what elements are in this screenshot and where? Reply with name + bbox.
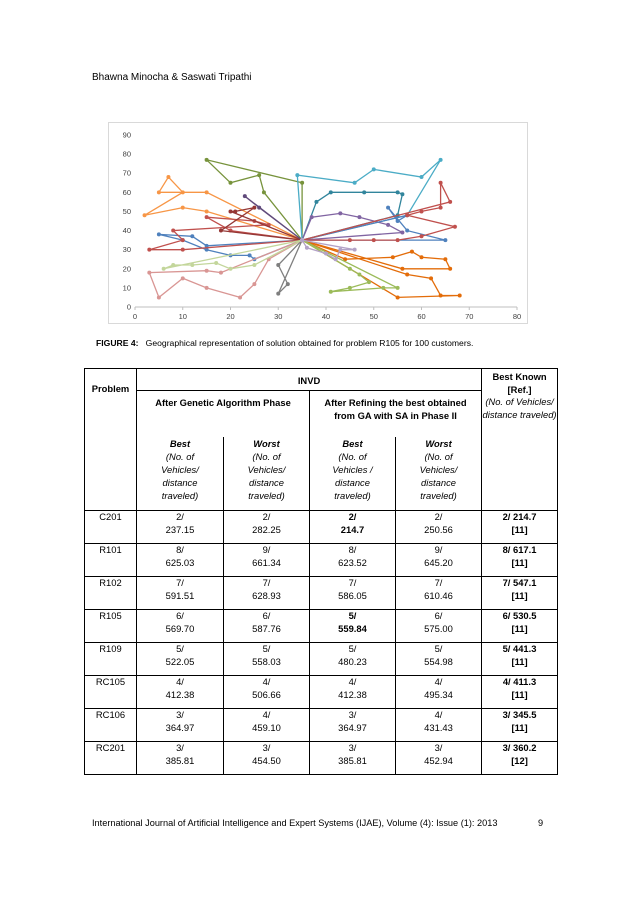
ga-worst-cell bbox=[224, 511, 310, 544]
x-tick-label: 80 bbox=[512, 312, 522, 321]
best-known-value: 4/ 411.3 bbox=[502, 676, 537, 687]
route-point bbox=[357, 215, 361, 219]
x-tick-label: 60 bbox=[417, 312, 426, 321]
table-row bbox=[85, 511, 558, 544]
sa-best-cell bbox=[310, 610, 396, 643]
route-point bbox=[310, 215, 314, 219]
route-point bbox=[405, 213, 409, 217]
problem-cell bbox=[85, 643, 137, 676]
y-tick-label: 60 bbox=[122, 187, 131, 197]
sa-worst-vehicles: 6/ bbox=[434, 610, 443, 621]
table-row bbox=[85, 577, 558, 610]
ga-best-cell bbox=[137, 676, 224, 709]
route-point bbox=[205, 269, 209, 273]
figure-caption-text: Geographical representation of solution obtained for problem R105 for 100 customers. bbox=[145, 338, 474, 348]
sa-worst-vehicles: 3/ bbox=[434, 742, 443, 753]
sa-worst-distance: 554.98 bbox=[424, 655, 453, 667]
sa-best-cell bbox=[310, 709, 396, 742]
problem-name: C201 bbox=[99, 511, 122, 522]
best-known-value: 3/ 360.2 bbox=[502, 742, 537, 753]
best-known-value: 3/ 345.5 bbox=[502, 709, 537, 720]
y-tick-label: 50 bbox=[122, 206, 131, 216]
route-point bbox=[405, 229, 409, 233]
sa-worst-cell bbox=[396, 709, 482, 742]
route-point bbox=[166, 175, 170, 179]
best-known-ref: [11] bbox=[511, 523, 528, 535]
sa-worst-cell bbox=[396, 742, 482, 775]
sa-best-cell bbox=[310, 643, 396, 676]
sa-best-vehicles: 5/ bbox=[348, 643, 357, 654]
y-tick-label: 80 bbox=[122, 149, 131, 159]
ga-worst-distance: 628.93 bbox=[252, 589, 281, 601]
sa-worst-cell bbox=[396, 544, 482, 577]
x-tick-label: 0 bbox=[132, 312, 138, 321]
page-number: 9 bbox=[538, 818, 544, 828]
problem-header bbox=[85, 369, 137, 511]
sa-worst-distance: 452.94 bbox=[424, 754, 453, 766]
route-point bbox=[386, 206, 390, 210]
route-point bbox=[205, 158, 209, 162]
sa-worst-vehicles: 7/ bbox=[434, 577, 443, 588]
ga-worst-cell bbox=[224, 610, 310, 643]
ga-best-distance: 591.51 bbox=[165, 589, 195, 601]
problem-cell bbox=[85, 676, 137, 709]
route-point bbox=[439, 181, 443, 185]
ga-phase-header-text: After Genetic Algorithm Phase bbox=[155, 397, 291, 408]
problem-name: RC201 bbox=[95, 742, 126, 753]
x-tick-label: 20 bbox=[226, 312, 235, 321]
route-point bbox=[286, 282, 290, 286]
sa-worst-vehicles: 4/ bbox=[434, 709, 443, 720]
sa-worst-distance: 575.00 bbox=[424, 622, 453, 634]
route-point bbox=[448, 267, 452, 271]
best-known-ref: [11] bbox=[511, 688, 528, 700]
problem-name: RC106 bbox=[95, 709, 126, 720]
best-known-ref: [11] bbox=[511, 622, 528, 634]
table-row bbox=[85, 610, 558, 643]
y-tick-label: 20 bbox=[122, 264, 131, 274]
best-known-title: Best Known [Ref.] bbox=[492, 371, 547, 395]
route-point bbox=[205, 190, 209, 194]
ga-worst-distance: 454.50 bbox=[252, 754, 281, 766]
sa-best-vehicles: 3/ bbox=[348, 742, 357, 753]
table-row bbox=[85, 544, 558, 577]
problem-name: R105 bbox=[99, 610, 122, 621]
best-known-ref: [11] bbox=[511, 655, 528, 667]
best-known-cell bbox=[482, 511, 558, 544]
ga-best-cell bbox=[137, 511, 224, 544]
route-point bbox=[276, 292, 280, 296]
best-known-ref: [11] bbox=[511, 556, 528, 568]
ga-best-vehicles: 5/ bbox=[176, 643, 184, 654]
route-point bbox=[420, 234, 424, 238]
route-point bbox=[238, 295, 242, 299]
sa-best-cell bbox=[310, 511, 396, 544]
route-point bbox=[157, 295, 161, 299]
route-point bbox=[181, 238, 185, 242]
results-table bbox=[84, 368, 558, 775]
route-point bbox=[420, 175, 424, 179]
sa-worst-distance: 645.20 bbox=[424, 556, 453, 568]
best-known-value: 5/ 441.3 bbox=[502, 643, 537, 654]
route-point bbox=[362, 190, 366, 194]
sa-best-cell bbox=[310, 742, 396, 775]
ga-best-vehicles: 3/ bbox=[176, 709, 184, 720]
x-tick-label: 10 bbox=[178, 312, 187, 321]
sa-best-vehicles: 2/ bbox=[348, 511, 357, 522]
ga-best-distance: 412.38 bbox=[165, 688, 195, 700]
figure-caption bbox=[96, 338, 473, 348]
route-point bbox=[162, 267, 166, 271]
route-line bbox=[302, 240, 398, 292]
route-point bbox=[219, 271, 223, 275]
route-point bbox=[453, 225, 457, 229]
route-point bbox=[439, 294, 443, 298]
sa-best-vehicles: 3/ bbox=[348, 709, 357, 720]
y-tick-label: 0 bbox=[126, 302, 131, 312]
y-tick-label: 30 bbox=[122, 245, 131, 255]
subheader-title: Worst bbox=[253, 438, 280, 449]
sa-worst-distance: 431.43 bbox=[424, 721, 453, 733]
problem-name: R101 bbox=[99, 544, 122, 555]
route-point bbox=[391, 255, 395, 259]
table-header-row-1 bbox=[85, 369, 558, 391]
footer-journal: International Journal of Artificial Intelligence and Expert Systems (IJAE), Volume (4): Issue (1): 2013 bbox=[92, 818, 498, 828]
ga-best-vehicles: 6/ bbox=[176, 610, 184, 621]
route-point bbox=[252, 263, 256, 267]
route-point bbox=[229, 267, 233, 271]
route-point bbox=[214, 261, 218, 265]
best-known-value: 8/ 617.1 bbox=[502, 544, 537, 555]
x-tick-label: 50 bbox=[369, 312, 378, 321]
sa-worst-vehicles: 2/ bbox=[434, 511, 443, 522]
ga-best-distance: 569.70 bbox=[165, 622, 195, 634]
problem-name: R102 bbox=[99, 577, 122, 588]
ga-worst-cell bbox=[224, 742, 310, 775]
route-point bbox=[386, 223, 390, 227]
invd-header-text: INVD bbox=[297, 375, 321, 386]
route-point bbox=[262, 190, 266, 194]
route-point bbox=[353, 248, 357, 252]
ga-worst-distance: 587.76 bbox=[252, 622, 281, 634]
route-point bbox=[181, 248, 185, 252]
ga-worst-vehicles: 3/ bbox=[262, 742, 271, 753]
route-point bbox=[405, 273, 409, 277]
route-point bbox=[190, 234, 194, 238]
sa-worst-cell bbox=[396, 610, 482, 643]
problem-name: R109 bbox=[99, 643, 122, 654]
sa-phase-header bbox=[310, 391, 482, 438]
table-row bbox=[85, 643, 558, 676]
route-point bbox=[252, 282, 256, 286]
ga-best-cell bbox=[137, 577, 224, 610]
subheader-title: Best bbox=[342, 438, 363, 449]
route-point bbox=[420, 255, 424, 259]
problem-cell bbox=[85, 544, 137, 577]
route-point bbox=[181, 276, 185, 280]
ga-phase-header bbox=[137, 391, 310, 438]
y-tick-label: 40 bbox=[122, 226, 131, 236]
route-point bbox=[181, 206, 185, 210]
best-known-value: 6/ 530.5 bbox=[502, 610, 537, 621]
best-known-cell bbox=[482, 742, 558, 775]
route-point bbox=[353, 181, 357, 185]
subheader-sub: (No. of Vehicles / distance traveled) bbox=[332, 451, 373, 501]
figure-label: FIGURE 4: bbox=[96, 338, 139, 348]
best-known-header bbox=[482, 369, 558, 511]
ga-worst-vehicles: 7/ bbox=[262, 577, 271, 588]
route-point bbox=[276, 263, 280, 267]
route-point bbox=[257, 173, 261, 177]
ga-best-vehicles: 2/ bbox=[176, 511, 184, 522]
best-known-subtitle: (No. of Vehicles/ distance traveled) bbox=[482, 396, 557, 420]
ga-best-distance: 625.03 bbox=[165, 556, 195, 568]
subheader-title: Worst bbox=[425, 438, 452, 449]
sa-worst-cell bbox=[396, 643, 482, 676]
ga-best-vehicles: 4/ bbox=[176, 676, 184, 687]
route-point bbox=[243, 194, 247, 198]
ga-best-vehicles: 7/ bbox=[176, 577, 184, 588]
sa-best-distance: 364.97 bbox=[338, 721, 367, 733]
sa-best-cell bbox=[310, 544, 396, 577]
route-point bbox=[248, 253, 252, 257]
ga-best-distance: 364.97 bbox=[165, 721, 195, 733]
ga-best-cell bbox=[137, 544, 224, 577]
route-point bbox=[324, 251, 328, 255]
route-point bbox=[190, 263, 194, 267]
subheader-title: Best bbox=[169, 438, 191, 449]
invd-header bbox=[137, 369, 482, 391]
route-point bbox=[396, 295, 400, 299]
route-point bbox=[381, 286, 385, 290]
ga-best-cell bbox=[137, 742, 224, 775]
ga-worst-vehicles: 6/ bbox=[262, 610, 271, 621]
ga-worst-distance: 459.10 bbox=[252, 721, 281, 733]
problem-cell bbox=[85, 742, 137, 775]
best-known-cell bbox=[482, 676, 558, 709]
route-point bbox=[357, 273, 361, 277]
sa-best-vehicles: 4/ bbox=[348, 676, 357, 687]
route-point bbox=[205, 209, 209, 213]
best-known-ref: [11] bbox=[511, 589, 528, 601]
ga-best-vehicles: 3/ bbox=[176, 742, 184, 753]
ga-worst-cell bbox=[224, 544, 310, 577]
sa-best-cell bbox=[310, 577, 396, 610]
route-point bbox=[147, 271, 151, 275]
route-point bbox=[157, 232, 161, 236]
problem-cell bbox=[85, 511, 137, 544]
ga-best-distance: 385.81 bbox=[165, 754, 195, 766]
subheader-sub: (No. of Vehicles/ distance traveled) bbox=[247, 451, 286, 501]
problem-name: RC105 bbox=[95, 676, 126, 687]
ga-worst-distance: 661.34 bbox=[252, 556, 281, 568]
best-known-ref: [12] bbox=[511, 754, 528, 766]
sa-best-distance: 214.7 bbox=[340, 523, 365, 535]
x-tick-label: 30 bbox=[274, 312, 283, 321]
problem-header-text: Problem bbox=[91, 383, 130, 394]
route-point bbox=[233, 209, 237, 213]
sa-worst-distance: 610.46 bbox=[424, 589, 453, 601]
route-point bbox=[396, 238, 400, 242]
route-point bbox=[181, 190, 185, 194]
route-point bbox=[171, 229, 175, 233]
route-point bbox=[205, 286, 209, 290]
sa-best-vehicles: 7/ bbox=[348, 577, 357, 588]
sa-worst-vehicles: 9/ bbox=[434, 544, 443, 555]
route-point bbox=[305, 246, 309, 250]
x-tick-label: 70 bbox=[465, 312, 474, 321]
route-point bbox=[372, 167, 376, 171]
table-row bbox=[85, 742, 558, 775]
y-tick-label: 70 bbox=[122, 168, 131, 178]
sa-best-distance: 412.38 bbox=[338, 688, 367, 700]
sa-best-vehicles: 8/ bbox=[348, 544, 357, 555]
subheader-cell bbox=[224, 437, 310, 511]
route-point bbox=[338, 211, 342, 215]
sa-best-vehicles: 5/ bbox=[348, 610, 357, 621]
sa-worst-vehicles: 5/ bbox=[434, 643, 443, 654]
sa-best-distance: 559.84 bbox=[338, 622, 367, 634]
route-point bbox=[252, 206, 256, 210]
sa-phase-header-text: After Refining the best obtained from GA with SA in Phase II bbox=[324, 397, 467, 421]
route-point bbox=[372, 238, 376, 242]
route-point bbox=[367, 280, 371, 284]
route-point bbox=[348, 238, 352, 242]
ga-worst-vehicles: 2/ bbox=[262, 511, 271, 522]
subheader-cell bbox=[137, 437, 224, 511]
route-point bbox=[157, 190, 161, 194]
best-known-value: 2/ 214.7 bbox=[502, 511, 537, 522]
route-point bbox=[329, 290, 333, 294]
sa-worst-vehicles: 4/ bbox=[434, 676, 443, 687]
route-point bbox=[257, 206, 261, 210]
route-point bbox=[348, 267, 352, 271]
best-known-cell bbox=[482, 577, 558, 610]
sa-best-distance: 385.81 bbox=[338, 754, 367, 766]
sa-worst-cell bbox=[396, 511, 482, 544]
ga-worst-vehicles: 4/ bbox=[262, 676, 271, 687]
route-point bbox=[219, 229, 223, 233]
route-point bbox=[229, 209, 233, 213]
route-point bbox=[400, 192, 404, 196]
table-row bbox=[85, 709, 558, 742]
route-point bbox=[300, 181, 304, 185]
route-point bbox=[314, 200, 318, 204]
route-point bbox=[443, 257, 447, 261]
route-point bbox=[458, 294, 462, 298]
subheader-cell bbox=[396, 437, 482, 511]
route-point bbox=[338, 248, 342, 252]
ga-worst-vehicles: 9/ bbox=[262, 544, 271, 555]
best-known-cell bbox=[482, 643, 558, 676]
route-point bbox=[205, 215, 209, 219]
ga-best-distance: 237.15 bbox=[165, 523, 195, 535]
route-point bbox=[334, 257, 338, 261]
ga-worst-cell bbox=[224, 709, 310, 742]
route-point bbox=[147, 248, 151, 252]
route-point bbox=[348, 286, 352, 290]
route-point bbox=[229, 181, 233, 185]
best-known-cell bbox=[482, 709, 558, 742]
ga-worst-vehicles: 5/ bbox=[262, 643, 271, 654]
route-point bbox=[400, 230, 404, 234]
ga-best-cell bbox=[137, 610, 224, 643]
sa-best-distance: 586.05 bbox=[338, 589, 367, 601]
route-point bbox=[171, 263, 175, 267]
sa-worst-cell bbox=[396, 577, 482, 610]
route-point bbox=[410, 250, 414, 254]
route-point bbox=[439, 206, 443, 210]
problem-cell bbox=[85, 709, 137, 742]
subheader-sub: (No. of Vehicles/ distance traveled) bbox=[161, 451, 199, 501]
route-line bbox=[149, 240, 302, 297]
best-known-cell bbox=[482, 544, 558, 577]
route-point bbox=[300, 238, 304, 242]
table-row bbox=[85, 676, 558, 709]
ga-worst-distance: 506.66 bbox=[252, 688, 281, 700]
problem-cell bbox=[85, 577, 137, 610]
ga-worst-cell bbox=[224, 676, 310, 709]
best-known-ref: [11] bbox=[511, 721, 528, 733]
best-known-value: 7/ 547.1 bbox=[502, 577, 537, 588]
route-point bbox=[439, 158, 443, 162]
route-point bbox=[295, 173, 299, 177]
running-header: Bhawna Minocha & Saswati Tripathi bbox=[92, 72, 252, 83]
route-point bbox=[396, 286, 400, 290]
y-tick-label: 90 bbox=[122, 130, 131, 140]
route-point bbox=[443, 238, 447, 242]
x-tick-label: 40 bbox=[321, 312, 331, 321]
route-point bbox=[396, 190, 400, 194]
sa-best-distance: 623.52 bbox=[338, 556, 367, 568]
y-tick-label: 10 bbox=[122, 283, 131, 293]
ga-worst-distance: 282.25 bbox=[252, 523, 281, 535]
route-point bbox=[448, 200, 452, 204]
sa-best-cell bbox=[310, 676, 396, 709]
subheader-sub: (No. of Vehicles/ distance traveled) bbox=[419, 451, 458, 501]
best-known-cell bbox=[482, 610, 558, 643]
route-line bbox=[302, 183, 455, 240]
ga-worst-distance: 558.03 bbox=[252, 655, 281, 667]
route-chart bbox=[108, 122, 528, 324]
subheader-cell bbox=[310, 437, 396, 511]
sa-best-distance: 480.23 bbox=[338, 655, 367, 667]
sa-worst-cell bbox=[396, 676, 482, 709]
ga-best-cell bbox=[137, 709, 224, 742]
ga-best-distance: 522.05 bbox=[165, 655, 195, 667]
route-point bbox=[329, 190, 333, 194]
ga-worst-cell bbox=[224, 577, 310, 610]
route-point bbox=[429, 276, 433, 280]
ga-best-vehicles: 8/ bbox=[176, 544, 184, 555]
sa-worst-distance: 495.34 bbox=[424, 688, 453, 700]
route-point bbox=[396, 219, 400, 223]
route-point bbox=[143, 213, 147, 217]
ga-worst-vehicles: 4/ bbox=[262, 709, 271, 720]
problem-cell bbox=[85, 610, 137, 643]
route-chart-svg bbox=[109, 123, 527, 323]
route-point bbox=[420, 209, 424, 213]
route-point bbox=[400, 267, 404, 271]
ga-worst-cell bbox=[224, 643, 310, 676]
ga-best-cell bbox=[137, 643, 224, 676]
sa-worst-distance: 250.56 bbox=[424, 523, 453, 535]
